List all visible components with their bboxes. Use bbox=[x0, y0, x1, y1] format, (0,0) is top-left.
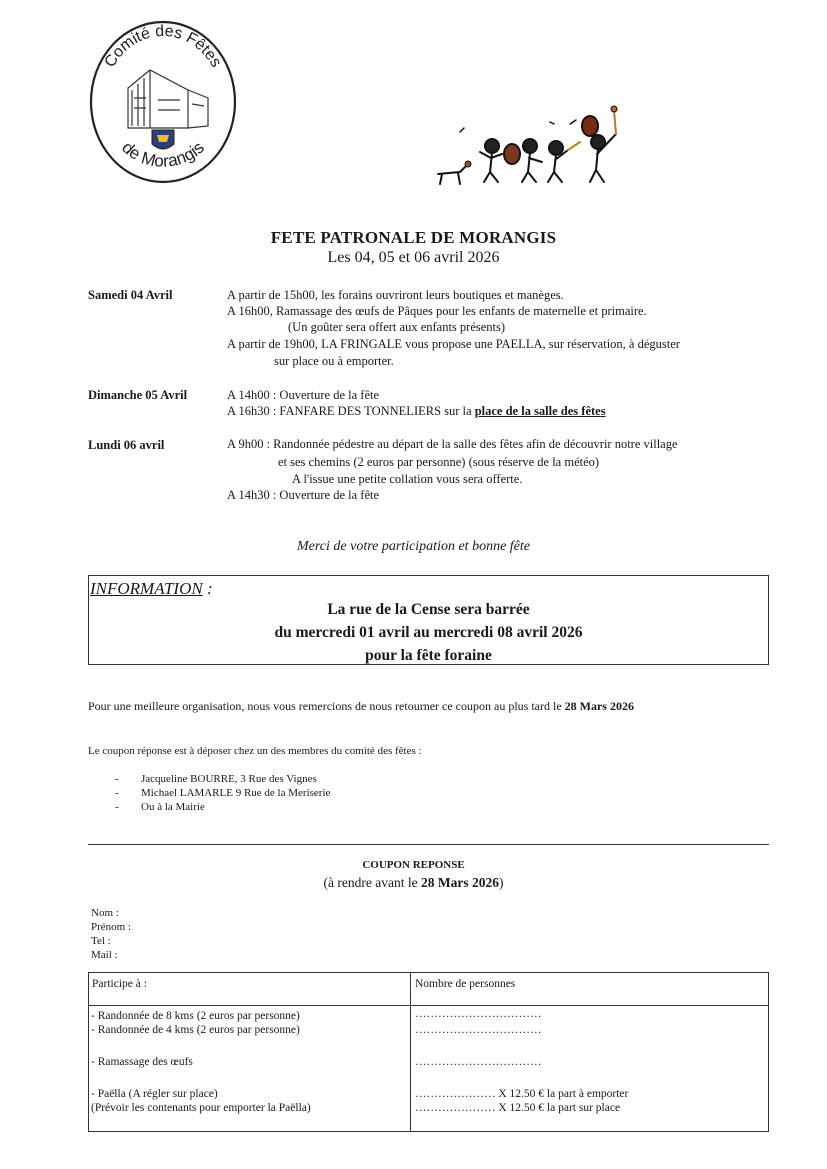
lundi-line-3: A l'issue une petite collation vous sera offerte. bbox=[292, 472, 523, 486]
row-paella-note: (Prévoir les contenants pour emporter la Paëlla) bbox=[91, 1102, 311, 1114]
dimanche-line-2 bbox=[227, 403, 606, 419]
cut-line bbox=[88, 844, 769, 845]
list-bullet: - bbox=[115, 773, 119, 785]
lundi-line-4: A 14h30 : Ouverture de la fête bbox=[227, 488, 380, 502]
table-column-divider bbox=[410, 972, 411, 1132]
count-randonnee-8[interactable]: …………………………… bbox=[415, 1008, 542, 1020]
information-label-colon: : bbox=[202, 579, 213, 598]
return-deadline: 28 Mars 2026 bbox=[564, 699, 634, 713]
deposit-item-3: Ou à la Mairie bbox=[141, 801, 205, 813]
logo-bottom-text: de Morangis bbox=[118, 137, 208, 171]
dimanche-line-1: A 14h00 : Ouverture de la fête bbox=[227, 388, 380, 402]
venue-highlight: place de la salle des fêtes bbox=[474, 404, 606, 418]
count-randonnee-4[interactable]: …………………………… bbox=[415, 1024, 542, 1036]
row-randonnee-4: - Randonnée de 4 kms (2 euros par personne) bbox=[91, 1024, 300, 1036]
list-bullet: - bbox=[115, 801, 119, 813]
committee-logo bbox=[88, 18, 238, 186]
lundi-line-1: A 9h00 : Randonnée pédestre au départ de la salle des fêtes afin de découvrir notre village bbox=[227, 437, 678, 451]
day-label-dimanche: Dimanche 05 Avril bbox=[88, 388, 188, 402]
samedi-line-4: A partir de 19h00, LA FRINGALE vous propose une PAELLA, sur réservation, à déguster bbox=[227, 337, 680, 351]
event-dates: Les 04, 05 et 06 avril 2026 bbox=[327, 249, 500, 266]
count-paella-emporter[interactable]: ………………… X 12.50 € la part à emporter bbox=[415, 1088, 629, 1100]
row-randonnee-8: - Randonnée de 8 kms (2 euros par personne) bbox=[91, 1010, 300, 1022]
deposit-item-2: Michael LAMARLE 9 Rue de la Meriserie bbox=[141, 787, 331, 799]
return-notice bbox=[88, 699, 634, 714]
samedi-line-3: (Un goûter sera offert aux enfants présents) bbox=[288, 320, 506, 334]
list-bullet: - bbox=[115, 787, 119, 799]
coupon-subtitle-c: ) bbox=[498, 875, 504, 890]
info-line-1: La rue de la Cense sera barrée bbox=[327, 601, 530, 618]
deposit-item-1: Jacqueline BOURRE, 3 Rue des Vignes bbox=[141, 773, 317, 785]
row-paella: - Paëlla (A régler sur place) bbox=[91, 1088, 218, 1100]
table-header-nombre: Nombre de personnes bbox=[415, 978, 516, 990]
logo-top-text: Comité des Fêtes bbox=[101, 22, 225, 71]
coupon-title: COUPON REPONSE bbox=[362, 859, 465, 871]
coupon-subtitle-a: (à rendre avant le bbox=[323, 875, 421, 890]
field-nom[interactable]: Nom : bbox=[91, 907, 119, 919]
field-prenom[interactable]: Prénom : bbox=[91, 921, 132, 933]
information-label bbox=[90, 579, 213, 599]
samedi-line-1: A partir de 15h00, les forains ouvriront leurs boutiques et manèges. bbox=[227, 288, 564, 302]
dimanche-line-2-text: A 16h30 : FANFARE DES TONNELIERS sur la bbox=[227, 404, 475, 418]
lundi-line-2: et ses chemins (2 euros par personne) (sous réserve de la météo) bbox=[278, 455, 600, 469]
coupon-subtitle bbox=[0, 875, 827, 891]
samedi-line-2: A 16h00, Ramassage des œufs de Pâques pour les enfants de maternelle et primaire. bbox=[227, 304, 647, 318]
table-header-divider bbox=[88, 1005, 769, 1006]
info-line-3: pour la fête foraine bbox=[365, 647, 492, 664]
event-title: FETE PATRONALE DE MORANGIS bbox=[270, 228, 557, 247]
return-notice-text: Pour une meilleure organisation, nous vous remercions de nous retourner ce coupon au plus tard le bbox=[88, 699, 565, 713]
thanks-message: Merci de votre participation et bonne fête bbox=[296, 539, 530, 554]
marching-band-illustration bbox=[430, 102, 630, 187]
table-header-participe: Participe à : bbox=[92, 978, 147, 990]
info-line-2: du mercredi 01 avril au mercredi 08 avril 2026 bbox=[274, 624, 583, 641]
day-label-lundi: Lundi 06 avril bbox=[88, 438, 165, 452]
row-ramassage: - Ramassage des œufs bbox=[91, 1056, 193, 1068]
samedi-line-5: sur place ou à emporter. bbox=[274, 354, 394, 368]
count-ramassage[interactable]: …………………………… bbox=[415, 1056, 542, 1068]
coupon-deadline: 28 Mars 2026 bbox=[420, 875, 499, 890]
field-mail[interactable]: Mail : bbox=[91, 949, 118, 961]
svg-text:Comité des Fêtes bbox=[102, 23, 225, 71]
field-tel[interactable]: Tel : bbox=[91, 935, 111, 947]
count-paella-sur-place[interactable]: ………………… X 12.50 € la part sur place bbox=[415, 1102, 621, 1114]
deposit-intro: Le coupon réponse est à déposer chez un des membres du comité des fêtes : bbox=[88, 745, 422, 757]
information-label-text: INFORMATION bbox=[90, 579, 203, 598]
day-label-samedi: Samedi 04 Avril bbox=[88, 288, 173, 302]
